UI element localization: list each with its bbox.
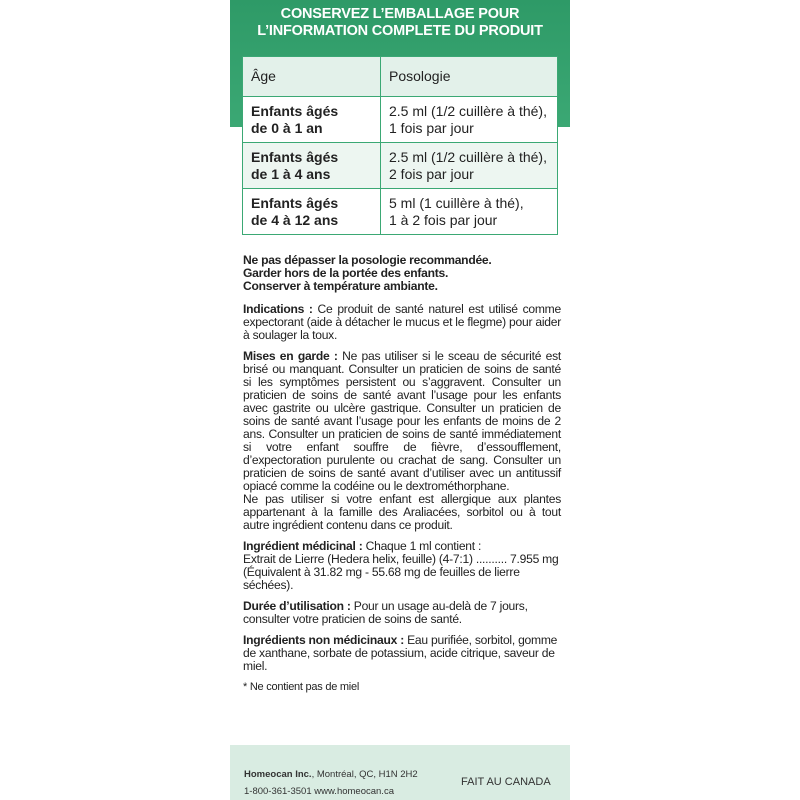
footer [230, 745, 570, 800]
dose-cell: 5 ml (1 cuillère à thé), 1 à 2 fois par jour [381, 189, 558, 235]
made-in-canada: FAIT AU CANADA [461, 776, 551, 788]
age-cell: Enfants âgés de 4 à 12 ans [243, 189, 381, 235]
age-cell: Enfants âgés de 0 à 1 an [243, 97, 381, 143]
nonmedicinal-paragraph: Ingrédients non médicinaux : Eau purifiée, sorbitol, gomme de xanthane, sorbate de potassium, acide citrique, saveur de miel. [243, 633, 558, 673]
duration-paragraph: Durée d’utilisation : Pour un usage au-delà de 7 jours, consulter votre praticien de soins de santé. [243, 599, 528, 626]
table-row [243, 97, 558, 143]
medicinal-paragraph: Ingrédient médicinal : Chaque 1 ml contient : Extrait de Lierre (Hedera helix, feuille) (4-7:1) .......... 7.955 mg (Équivalent à 31.82 mg - 55.68 mg de feuilles de lierre séchées). [243, 539, 559, 592]
allergy-text: Ne pas utiliser si votre enfant est allergique aux plantes appartenant à la famille des Araliacées, sorbitol ou à tout autre ingrédient contenu dans ce produit. [243, 492, 561, 532]
footnote: * Ne contient pas de miel [243, 681, 360, 693]
indications-paragraph: Indications : Ce produit de santé naturel est utilisé comme expectorant (aide à détacher le mucus et le flegme) pour aider à soulager la toux. [243, 302, 561, 342]
label-panel [230, 0, 570, 800]
col-dose-header: Posologie [381, 57, 558, 97]
table-row [243, 143, 558, 189]
age-cell: Enfants âgés de 1 à 4 ans [243, 143, 381, 189]
col-age-header: Âge [243, 57, 381, 97]
cautions-paragraph: Mises en garde : Ne pas utiliser si le sceau de sécurité est brisé ou manquant. Consulter un praticien de soins de santé si les symptômes persistent ou s’aggravent. Consulter un praticien de soins de santé avant l’usage pour les enfants avec gastrite ou ulcère gastrique. Consulter un praticien de soins de santé avant l’usage pour les enfants de moins de 2 ans. Consulter un praticien de soins de santé immédiatement si votre enfant souffre de fièvre, d’essoufflement, d’expectoration purulente ou crachat de sang. Consulter un praticien de soins de santé avant d’utiliser avec un antitussif opiacé comme la codéine ou le dextrométhorphane. Ne pas utiliser si votre enfant est allergique aux plantes appartenant à la famille des Araliacées, sorbitol ou à tout autre ingrédient contenu dans ce produit. [243, 349, 561, 532]
dosage-table [242, 56, 558, 235]
warnings-block: Ne pas dépasser la posologie recommandée. Garder hors de la portée des enfants. Conserver à température ambiante. [243, 253, 492, 293]
header-title: CONSERVEZ L’EMBALLAGE POUR L’INFORMATION COMPLETE DU PRODUIT [257, 6, 543, 39]
dose-cell: 2.5 ml (1/2 cuillère à thé), 2 fois par jour [381, 143, 558, 189]
table-row [243, 189, 558, 235]
label-text [243, 254, 561, 702]
dose-cell: 2.5 ml (1/2 cuillère à thé), 1 fois par jour [381, 97, 558, 143]
table-header-row [243, 57, 558, 97]
company-address: Homeocan Inc., Montréal, QC, H1N 2H2 1-800-361-3501 www.homeocan.ca [244, 769, 418, 797]
